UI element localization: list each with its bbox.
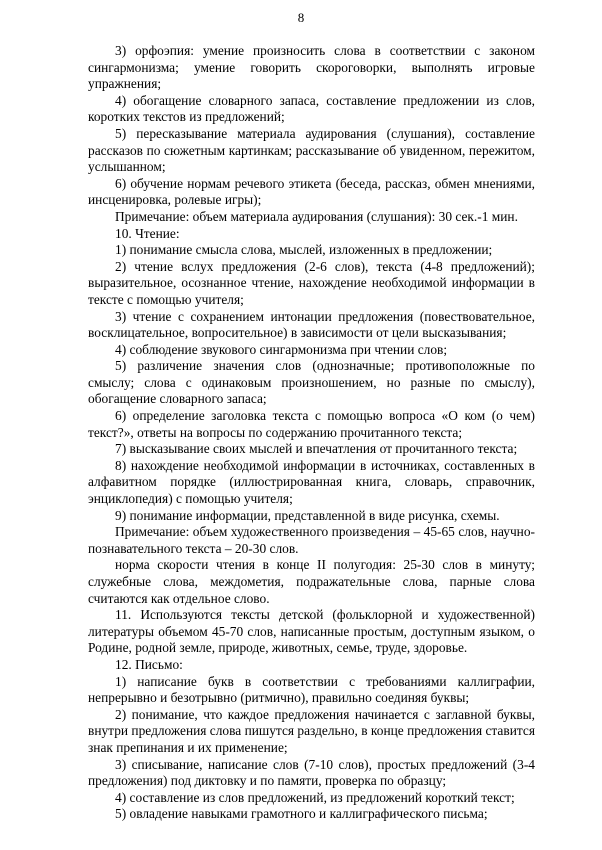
paragraph: 4) соблюдение звукового сингармонизма при чтении слов;: [115, 341, 448, 357]
section-heading-writing: 12. Письмо:: [115, 656, 183, 672]
paragraph: 7) высказывание своих мыслей и впечатления от прочитанного текста;: [115, 441, 518, 457]
paragraph: 11. Используются тексты детской (фольклорной и художественной) литературы объемом 45-70 слов, написанные простым, доступным языком, о Родине, родной земле, природе, животных, семье, труде, здоровье.: [88, 607, 535, 656]
paragraph: 2) понимание, что каждое предложения начинается с заглавной буквы, внутри предложения слова пишутся раздельно, в конце предложения ставится знак препинания и их применение;: [88, 706, 535, 755]
paragraph: 3) чтение с сохранением интонации предложения (повествовательное, восклицательное, вопросительное) в зависимости от цели высказывания;: [88, 308, 535, 341]
page-number: 8: [297, 10, 305, 25]
paragraph: 2) чтение вслух предложения (2-6 слов), текста (4-8 предложений); выразительное, осознанное чтение, нахождение необходимой информации в тексте с помощью учителя;: [88, 258, 535, 307]
paragraph: 9) понимание информации, представленной в виде рисунка, схемы.: [115, 507, 500, 523]
paragraph: 4) обогащение словарного запаса, составление предложении из слов, коротких текстов из предложений;: [88, 92, 535, 125]
paragraph: 5) пересказывание материала аудирования (слушания), составление рассказов по сюжетным картинкам; рассказывание об увиденном, пережитом, услышанном;: [88, 125, 535, 175]
paragraph: 1) понимание смысла слова, мыслей, изложенных в предложении;: [115, 242, 493, 258]
section-heading-reading: 10. Чтение:: [115, 225, 180, 241]
paragraph: 6) определение заголовка текста с помощью вопроса «О ком (о чем) текст?», ответы на вопросы по содержанию прочитанного текста;: [88, 408, 535, 440]
paragraph-note: Примечание: объем художественного произведения – 45-65 слов, научно-познавательного текста – 20-30 слов.: [88, 524, 535, 556]
paragraph: 6) обучение нормам речевого этикета (беседа, рассказ, обмен мнениями, инсценировка, ролевые игры);: [88, 175, 535, 208]
paragraph: 5) различение значения слов (однозначные; противоположные по смыслу; слова с одинаковым произношением, но разные по смыслу), обогащение словарного запаса;: [88, 358, 535, 407]
paragraph-note: Примечание: объем материала аудирования (слушания): 30 сек.-1 мин.: [115, 208, 518, 224]
paragraph: 3) списывание, написание слов (7-10 слов), простых предложений (3-4 предложения) под диктовку и по памяти, проверка по образцу;: [88, 756, 535, 789]
paragraph: 4) составление из слов предложений, из предложений короткий текст;: [115, 789, 515, 805]
paragraph: норма скорости чтения в конце II полугодия: 25-30 слов в минуту; служебные слова, междометия, подражательные слова, парные слова считаются как отдельное слово.: [88, 557, 535, 606]
paragraph: 5) овладение навыками грамотного и каллиграфического письма;: [115, 806, 488, 822]
paragraph: 1) написание букв в соответствии с требованиями каллиграфии, непрерывно и безотрывно (ритмично), правильно соединяя буквы;: [88, 673, 535, 706]
paragraph: 8) нахождение необходимой информации в источниках, составленных в алфавитном порядке (иллюстрированная книга, словарь, справочник, энциклопедия) с помощью учителя;: [88, 457, 535, 507]
document-body: [88, 43, 535, 823]
paragraph: 3) орфоэпия: умение произносить слова в соответствии с законом сингармонизма; умение говорить скороговорки, выполнять игровые упражнения;: [88, 43, 535, 92]
